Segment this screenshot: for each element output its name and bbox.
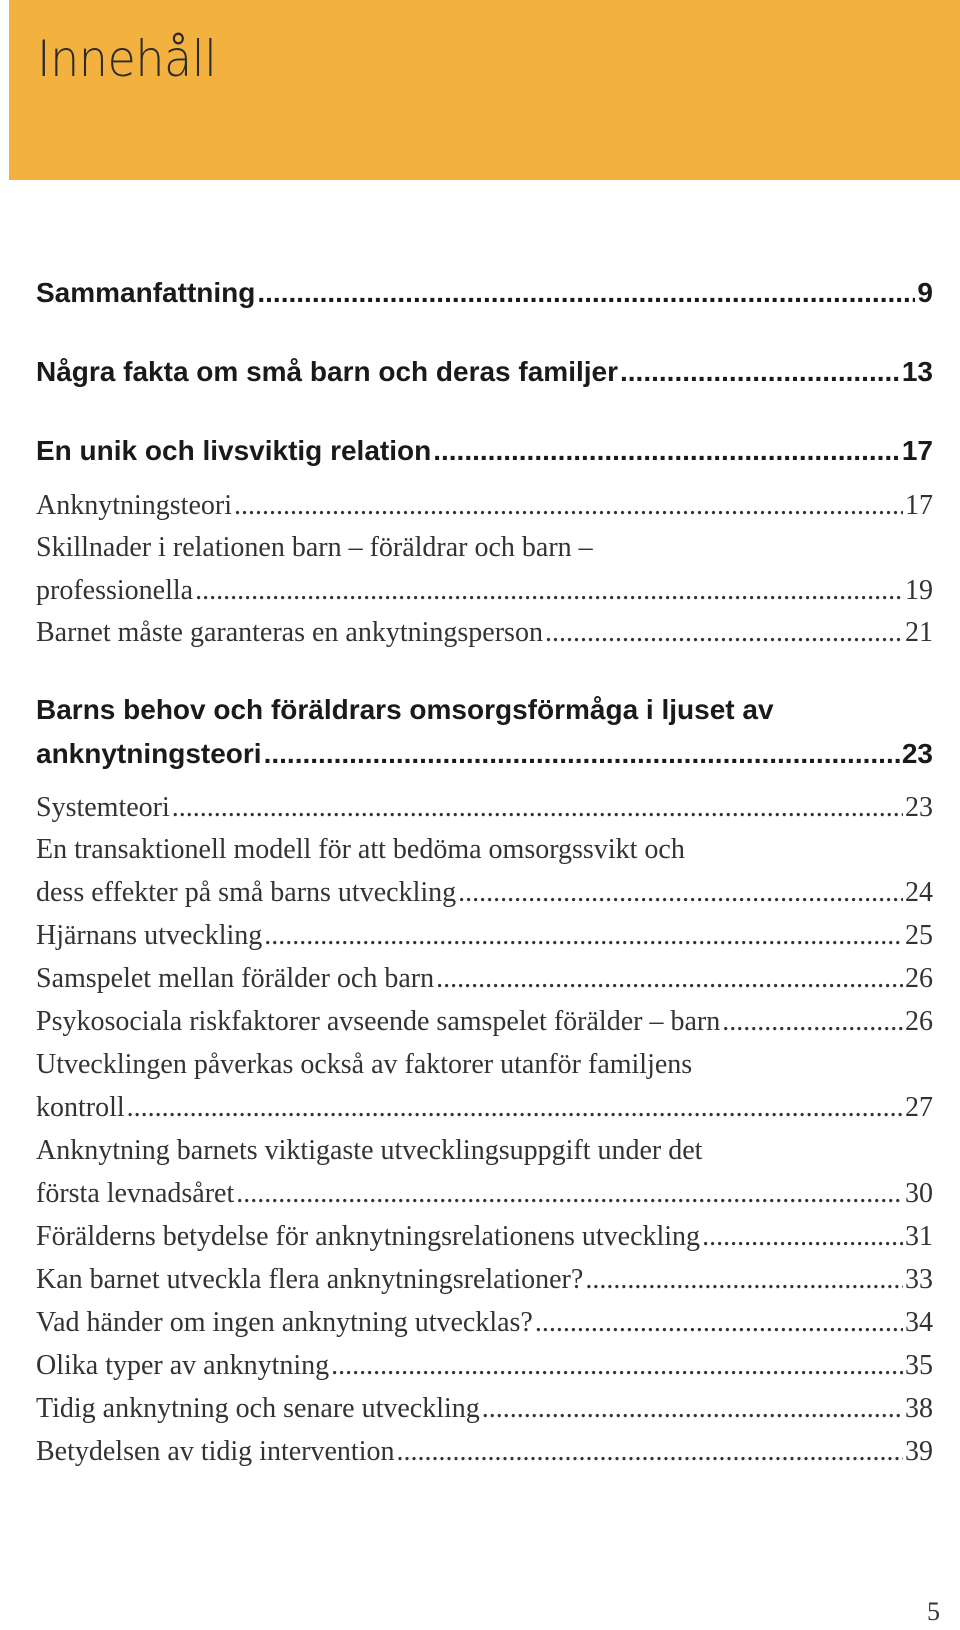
toc-page: 23 <box>901 738 933 769</box>
toc-page: 26 <box>905 963 933 994</box>
toc-title-line-1: Skillnader i relationen barn – föräldrar och barn – <box>36 532 593 563</box>
toc-title: En unik och livsviktig relation <box>36 435 432 466</box>
toc-page: 13 <box>901 356 933 387</box>
toc-title-line-2: dess effekter på små barns utveckling <box>36 877 457 908</box>
toc-entry-skillnader-cont[interactable] <box>36 575 933 607</box>
toc-title: Några fakta om små barn och deras familjer <box>36 356 618 387</box>
toc-entry-psykosociala[interactable] <box>36 1006 933 1038</box>
page-number: 5 <box>927 1597 940 1626</box>
toc-title-line-1: Anknytning barnets viktigaste utvecklingsuppgift under det <box>36 1135 703 1166</box>
toc-entry-kan-barnet[interactable] <box>36 1264 933 1296</box>
toc-title: Vad händer om ingen anknytning utvecklas? <box>36 1307 533 1338</box>
toc-page: 24 <box>905 877 933 908</box>
dot-leader <box>396 1436 903 1468</box>
toc-entry-samspelet[interactable] <box>36 963 933 995</box>
toc-title: Förälderns betydelse för anknytningsrelationens utveckling <box>36 1221 701 1252</box>
dot-leader <box>545 617 903 649</box>
toc-title: Anknytningsteori <box>36 490 232 521</box>
toc-entry-anknytningsteori[interactable] <box>36 490 933 522</box>
toc-entry-behov[interactable] <box>36 694 933 726</box>
dot-leader <box>264 738 900 770</box>
dot-leader <box>702 1221 903 1253</box>
toc-title: Barnet måste garanteras en ankytningsperson <box>36 617 543 648</box>
toc-title: Kan barnet utveckla flera anknytningsrelationer? <box>36 1264 584 1295</box>
toc-page: 21 <box>905 617 933 648</box>
toc-page: 19 <box>905 575 933 606</box>
dot-leader <box>236 1178 903 1210</box>
dot-leader <box>535 1307 903 1339</box>
toc-page: 17 <box>905 490 933 521</box>
toc-entry-systemteori[interactable] <box>36 792 933 824</box>
toc-entry-anknytning-barnets-cont[interactable] <box>36 1178 933 1210</box>
dot-leader <box>585 1264 903 1296</box>
toc-entry-hjarnans[interactable] <box>36 920 933 952</box>
toc-entry-behov-cont[interactable] <box>36 738 933 770</box>
toc-title-line-1: Barns behov och föräldrars omsorgsförmåga i ljuset av <box>36 694 774 725</box>
toc-page: 38 <box>905 1393 933 1424</box>
toc-title-line-1: En transaktionell modell för att bedöma omsorgssvikt och <box>36 834 685 865</box>
toc-entry-utvecklingen-cont[interactable] <box>36 1092 933 1124</box>
toc-page: 30 <box>905 1178 933 1209</box>
toc-entry-anknytning-barnets[interactable] <box>36 1135 933 1167</box>
dot-leader <box>620 356 900 388</box>
header-band <box>9 0 960 180</box>
toc-title-line-2: anknytningsteori <box>36 738 262 769</box>
toc-page: 23 <box>905 792 933 823</box>
toc-title: Samspelet mellan förälder och barn <box>36 963 435 994</box>
toc-title-line-2: professionella <box>36 575 194 606</box>
dot-leader <box>458 877 903 909</box>
toc-page: 9 <box>917 277 933 308</box>
toc-page: 39 <box>905 1436 933 1467</box>
toc-entry-transaktionell-cont[interactable] <box>36 877 933 909</box>
toc-entry-relation[interactable] <box>36 435 933 467</box>
dot-leader <box>127 1092 903 1124</box>
dot-leader <box>722 1006 903 1038</box>
toc-title: Systemteori <box>36 792 170 823</box>
toc-entry-tidig[interactable] <box>36 1393 933 1425</box>
toc-title-line-2: första levnadsåret <box>36 1178 235 1209</box>
toc-title: Betydelsen av tidig intervention <box>36 1436 395 1467</box>
dot-leader <box>172 792 903 824</box>
toc-entry-skillnader[interactable] <box>36 532 933 564</box>
toc-title-line-1: Utvecklingen påverkas också av faktorer utanför familjens <box>36 1049 693 1080</box>
toc-entry-utvecklingen[interactable] <box>36 1049 933 1081</box>
toc-title: Hjärnans utveckling <box>36 920 263 951</box>
toc-title: Sammanfattning <box>36 277 256 308</box>
toc-page: 26 <box>905 1006 933 1037</box>
dot-leader <box>257 277 915 309</box>
page-title: Innehåll <box>37 30 217 88</box>
dot-leader <box>331 1350 903 1382</box>
toc-title-line-2: kontroll <box>36 1092 125 1123</box>
toc-entry-vad-hander[interactable] <box>36 1307 933 1339</box>
toc-title: Olika typer av anknytning <box>36 1350 330 1381</box>
toc-entry-olika[interactable] <box>36 1350 933 1382</box>
toc-title: Psykosociala riskfaktorer avseende samspelet förälder – barn <box>36 1006 721 1037</box>
toc-entry-sammanfattning[interactable] <box>36 277 933 309</box>
toc-entry-betydelsen[interactable] <box>36 1436 933 1468</box>
dot-leader <box>433 435 900 467</box>
dot-leader <box>264 920 903 952</box>
toc-title: Tidig anknytning och senare utveckling <box>36 1393 480 1424</box>
toc-page: 17 <box>901 435 933 466</box>
toc-entry-foralderns[interactable] <box>36 1221 933 1253</box>
toc-page: 35 <box>905 1350 933 1381</box>
dot-leader <box>234 490 903 522</box>
dot-leader <box>195 575 903 607</box>
toc-page: 33 <box>905 1264 933 1295</box>
dot-leader <box>436 963 903 995</box>
toc-page: 27 <box>905 1092 933 1123</box>
dot-leader <box>482 1393 903 1425</box>
toc-entry-barnet[interactable] <box>36 617 933 649</box>
toc-page: 34 <box>905 1307 933 1338</box>
toc-page: 25 <box>905 920 933 951</box>
toc-entry-transaktionell[interactable] <box>36 834 933 866</box>
toc-entry-fakta[interactable] <box>36 356 933 388</box>
toc-page: 31 <box>905 1221 933 1252</box>
